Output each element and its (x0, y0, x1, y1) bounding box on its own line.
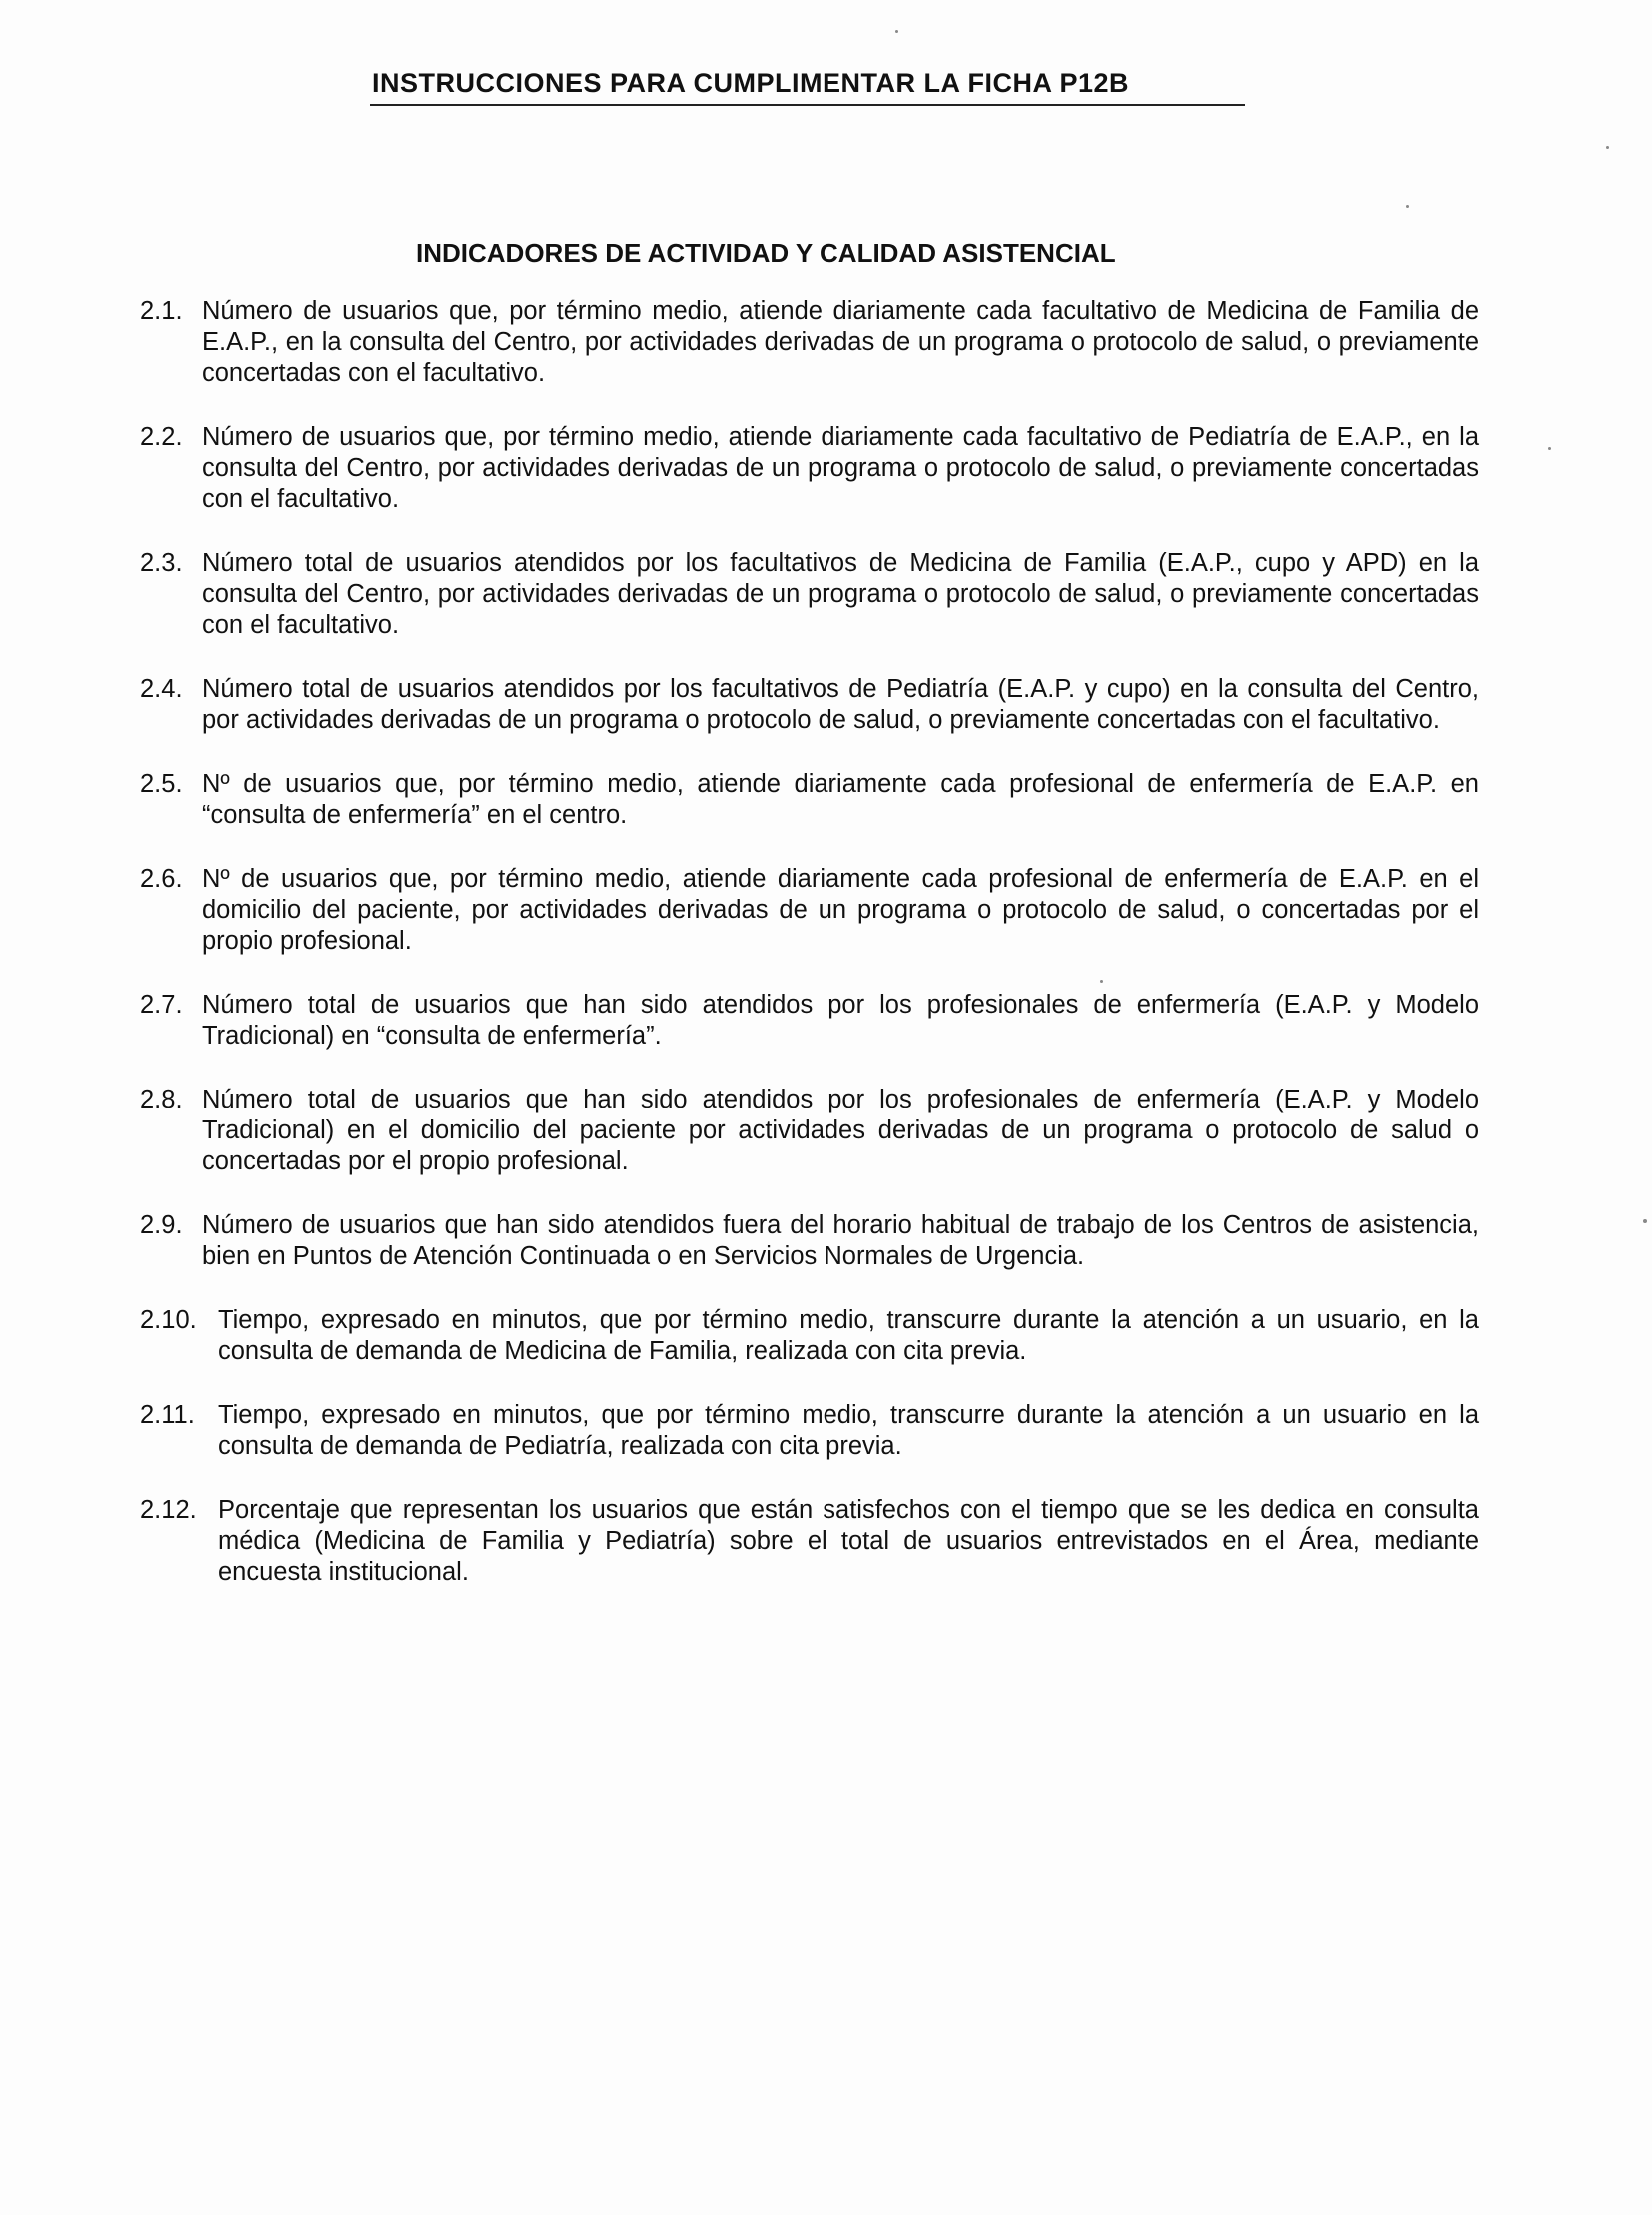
item-text: Porcentaje que representan los usuarios que están satisfechos con el tiempo que se les dedica en consulta médica (Medicina de Familia y Pediatría) sobre el total de usuarios entrevistados en el Área, mediante encuesta institucional. (218, 1496, 1479, 1586)
indicator-list (140, 296, 1479, 1621)
list-item (140, 1085, 1479, 1177)
scan-speck (1406, 205, 1409, 208)
scan-speck (1100, 980, 1103, 983)
item-number: 2.10. (140, 1306, 197, 1334)
list-item (140, 990, 1479, 1052)
item-text: Número de usuarios que, por término medio, atiende diariamente cada facultativo de Pediatría de E.A.P., en la consulta del Centro, por actividades derivadas de un programa o protocolo de salud, o previamente concertadas con el facultativo. (202, 423, 1479, 513)
section-heading: INDICADORES DE ACTIVIDAD Y CALIDAD ASISTENCIAL (416, 238, 1116, 268)
item-number: 2.1. (140, 297, 183, 325)
item-number: 2.4. (140, 675, 183, 703)
list-item (140, 422, 1479, 515)
item-number: 2.8. (140, 1086, 183, 1113)
document-title: INSTRUCCIONES PARA CUMPLIMENTAR LA FICHA P12B (372, 68, 1130, 98)
item-text: Nº de usuarios que, por término medio, atiende diariamente cada profesional de enfermería de E.A.P. en el domicilio del paciente, por actividades derivadas de un programa o protocolo de salud, o concertadas por el propio profesional. (202, 865, 1479, 955)
list-item (140, 1495, 1479, 1588)
item-number: 2.2. (140, 423, 183, 451)
list-item (140, 548, 1479, 641)
scan-speck (1606, 146, 1609, 149)
list-item (140, 1305, 1479, 1367)
item-number: 2.7. (140, 991, 183, 1019)
item-text: Tiempo, expresado en minutos, que por término medio, transcurre durante la atención a un usuario, en la consulta de demanda de Medicina de Familia, realizada con cita previa. (218, 1306, 1479, 1365)
item-text: Nº de usuarios que, por término medio, atiende diariamente cada profesional de enfermería de E.A.P. en “consulta de enfermería” en el centro. (202, 770, 1479, 829)
item-number: 2.9. (140, 1211, 183, 1239)
item-text: Número de usuarios que, por término medio, atiende diariamente cada facultativo de Medicina de Familia de E.A.P., en la consulta del Centro, por actividades derivadas de un programa o protocolo de salud, o previamente concertadas con el facultativo. (202, 297, 1479, 387)
item-text: Número de usuarios que han sido atendidos fuera del horario habitual de trabajo de los Centros de asistencia, bien en Puntos de Atención Continuada o en Servicios Normales de Urgencia. (202, 1211, 1479, 1270)
item-number: 2.3. (140, 549, 183, 577)
scan-speck (1548, 447, 1551, 450)
list-item (140, 296, 1479, 389)
item-text: Número total de usuarios atendidos por los facultativos de Pediatría (E.A.P. y cupo) en la consulta del Centro, por actividades derivadas de un programa o protocolo de salud, o previamente concertadas con el facultativo. (202, 675, 1479, 734)
list-item (140, 1210, 1479, 1272)
item-text: Número total de usuarios atendidos por los facultativos de Medicina de Familia (E.A.P., cupo y APD) en la consulta del Centro, por actividades derivadas de un programa o protocolo de salud, o previamente concertadas con el facultativo. (202, 549, 1479, 639)
list-item (140, 769, 1479, 831)
item-text: Número total de usuarios que han sido atendidos por los profesionales de enfermería (E.A.P. y Modelo Tradicional) en el domicilio del paciente por actividades derivadas de un programa o protocolo de salud o concertadas por el propio profesional. (202, 1086, 1479, 1175)
item-text: Tiempo, expresado en minutos, que por término medio, transcurre durante la atención a un usuario en la consulta de demanda de Pediatría, realizada con cita previa. (218, 1401, 1479, 1460)
item-number: 2.11. (140, 1401, 195, 1429)
item-number: 2.6. (140, 865, 183, 893)
list-item (140, 674, 1479, 736)
item-number: 2.12. (140, 1496, 197, 1524)
list-item (140, 864, 1479, 957)
scan-speck (1643, 1219, 1647, 1223)
scan-speck (895, 30, 898, 33)
item-number: 2.5. (140, 770, 183, 798)
list-item (140, 1400, 1479, 1462)
title-underline (370, 104, 1245, 106)
item-text: Número total de usuarios que han sido atendidos por los profesionales de enfermería (E.A.P. y Modelo Tradicional) en “consulta de enfermería”. (202, 991, 1479, 1050)
